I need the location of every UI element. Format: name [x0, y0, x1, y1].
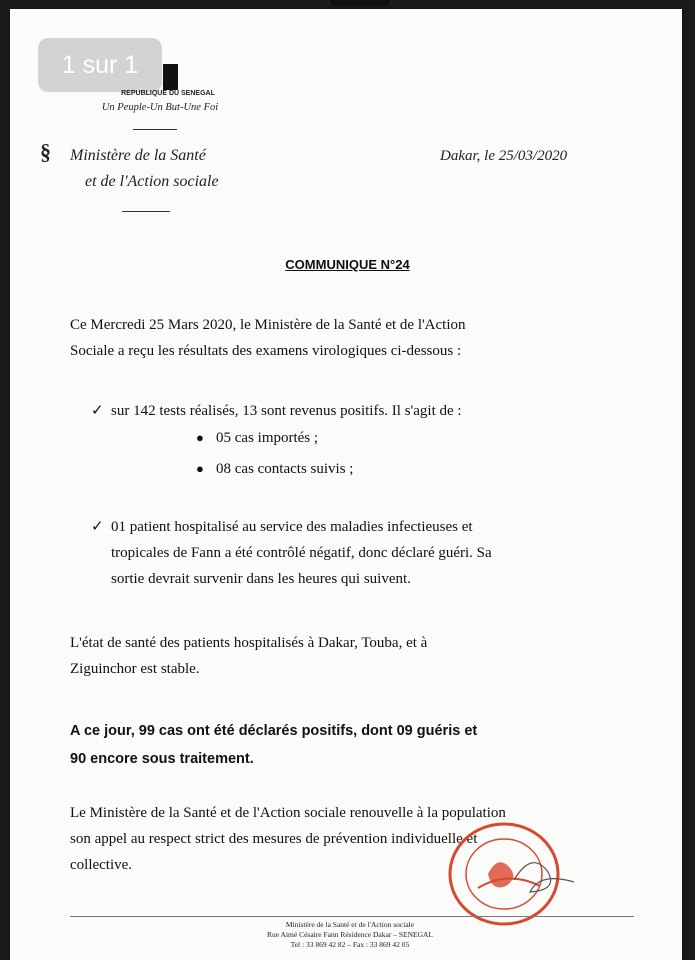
- appeal-line: collective.: [70, 857, 133, 873]
- footer-divider: [70, 916, 634, 917]
- bullet-icon: ●: [196, 461, 204, 476]
- ministry-line1: Ministère de la Santé: [70, 147, 206, 164]
- ministry-line2: et de l'Action sociale: [85, 173, 219, 190]
- appeal-line: son appel au respect strict des mesures de prévention individuelle et: [70, 831, 478, 847]
- top-shadow: [330, 0, 390, 6]
- communique-title: COMMUNIQUE N°24: [285, 257, 410, 272]
- divider: [133, 129, 177, 130]
- sub-bullet-text: 08 cas contacts suivis ;: [216, 461, 354, 477]
- status-line: Ziguinchor est stable.: [70, 661, 200, 677]
- sub-bullet-text: 05 cas importés ;: [216, 430, 319, 446]
- republic-heading: REPUBLIQUE DU SENEGAL: [121, 90, 215, 97]
- appeal-line: Le Ministère de la Santé et de l'Action sociale renouvelle à la population: [70, 805, 506, 821]
- sub-bullet: [196, 430, 318, 447]
- footer-line: Tel : 33 869 42 82 – Fax : 33 869 42 05: [290, 940, 410, 949]
- national-motto: Un Peuple-Un But-Une Foi: [101, 102, 219, 113]
- sub-bullet: [196, 461, 353, 478]
- point-1: [91, 398, 611, 424]
- point-2-line: 01 patient hospitalisé au service des maladies infectieuses et: [111, 519, 473, 535]
- page-indicator: 1 sur 1: [38, 38, 162, 92]
- summary-paragraph: [70, 717, 610, 773]
- check-icon: ✓: [91, 519, 104, 535]
- intro-line: Ce Mercredi 25 Mars 2020, le Ministère de la Santé et de l'Action: [70, 317, 466, 333]
- ministry-stamp: [428, 814, 590, 930]
- footer-line: Rue Aimé Césaire Fann Résidence Dakar – SENEGAL: [267, 930, 433, 939]
- point-2-line: tropicales de Fann a été contrôlé négatif, donc déclaré guéri. Sa: [111, 545, 492, 561]
- point-2: [91, 514, 624, 592]
- signature: [514, 863, 574, 892]
- footer: [200, 920, 500, 950]
- stamp-emblem: [488, 862, 513, 887]
- point-2-line: sortie devrait survenir dans les heures qui suivent.: [111, 571, 411, 587]
- summary-line: 90 encore sous traitement.: [70, 751, 254, 767]
- intro-line: Sociale a reçu les résultats des examens virologiques ci-dessous :: [70, 343, 462, 359]
- status-paragraph: [70, 630, 625, 682]
- ministry-logo-icon: §: [40, 139, 51, 164]
- footer-line: Ministère de la Santé et de l'Action sociale: [285, 920, 415, 929]
- check-icon: ✓: [91, 403, 104, 419]
- point-1-text: sur 142 tests réalisés, 13 sont revenus positifs. Il s'agit de :: [111, 403, 462, 419]
- intro-paragraph: [70, 312, 625, 364]
- ministry-name: [40, 143, 250, 195]
- flag-icon: [163, 64, 178, 90]
- divider: [122, 211, 170, 212]
- bullet-icon: ●: [196, 430, 204, 445]
- document-date: Dakar, le 25/03/2020: [440, 148, 568, 164]
- status-line: L'état de santé des patients hospitalisés à Dakar, Touba, et à: [70, 635, 428, 651]
- summary-line: A ce jour, 99 cas ont été déclarés positifs, dont 09 guéris et: [70, 723, 478, 739]
